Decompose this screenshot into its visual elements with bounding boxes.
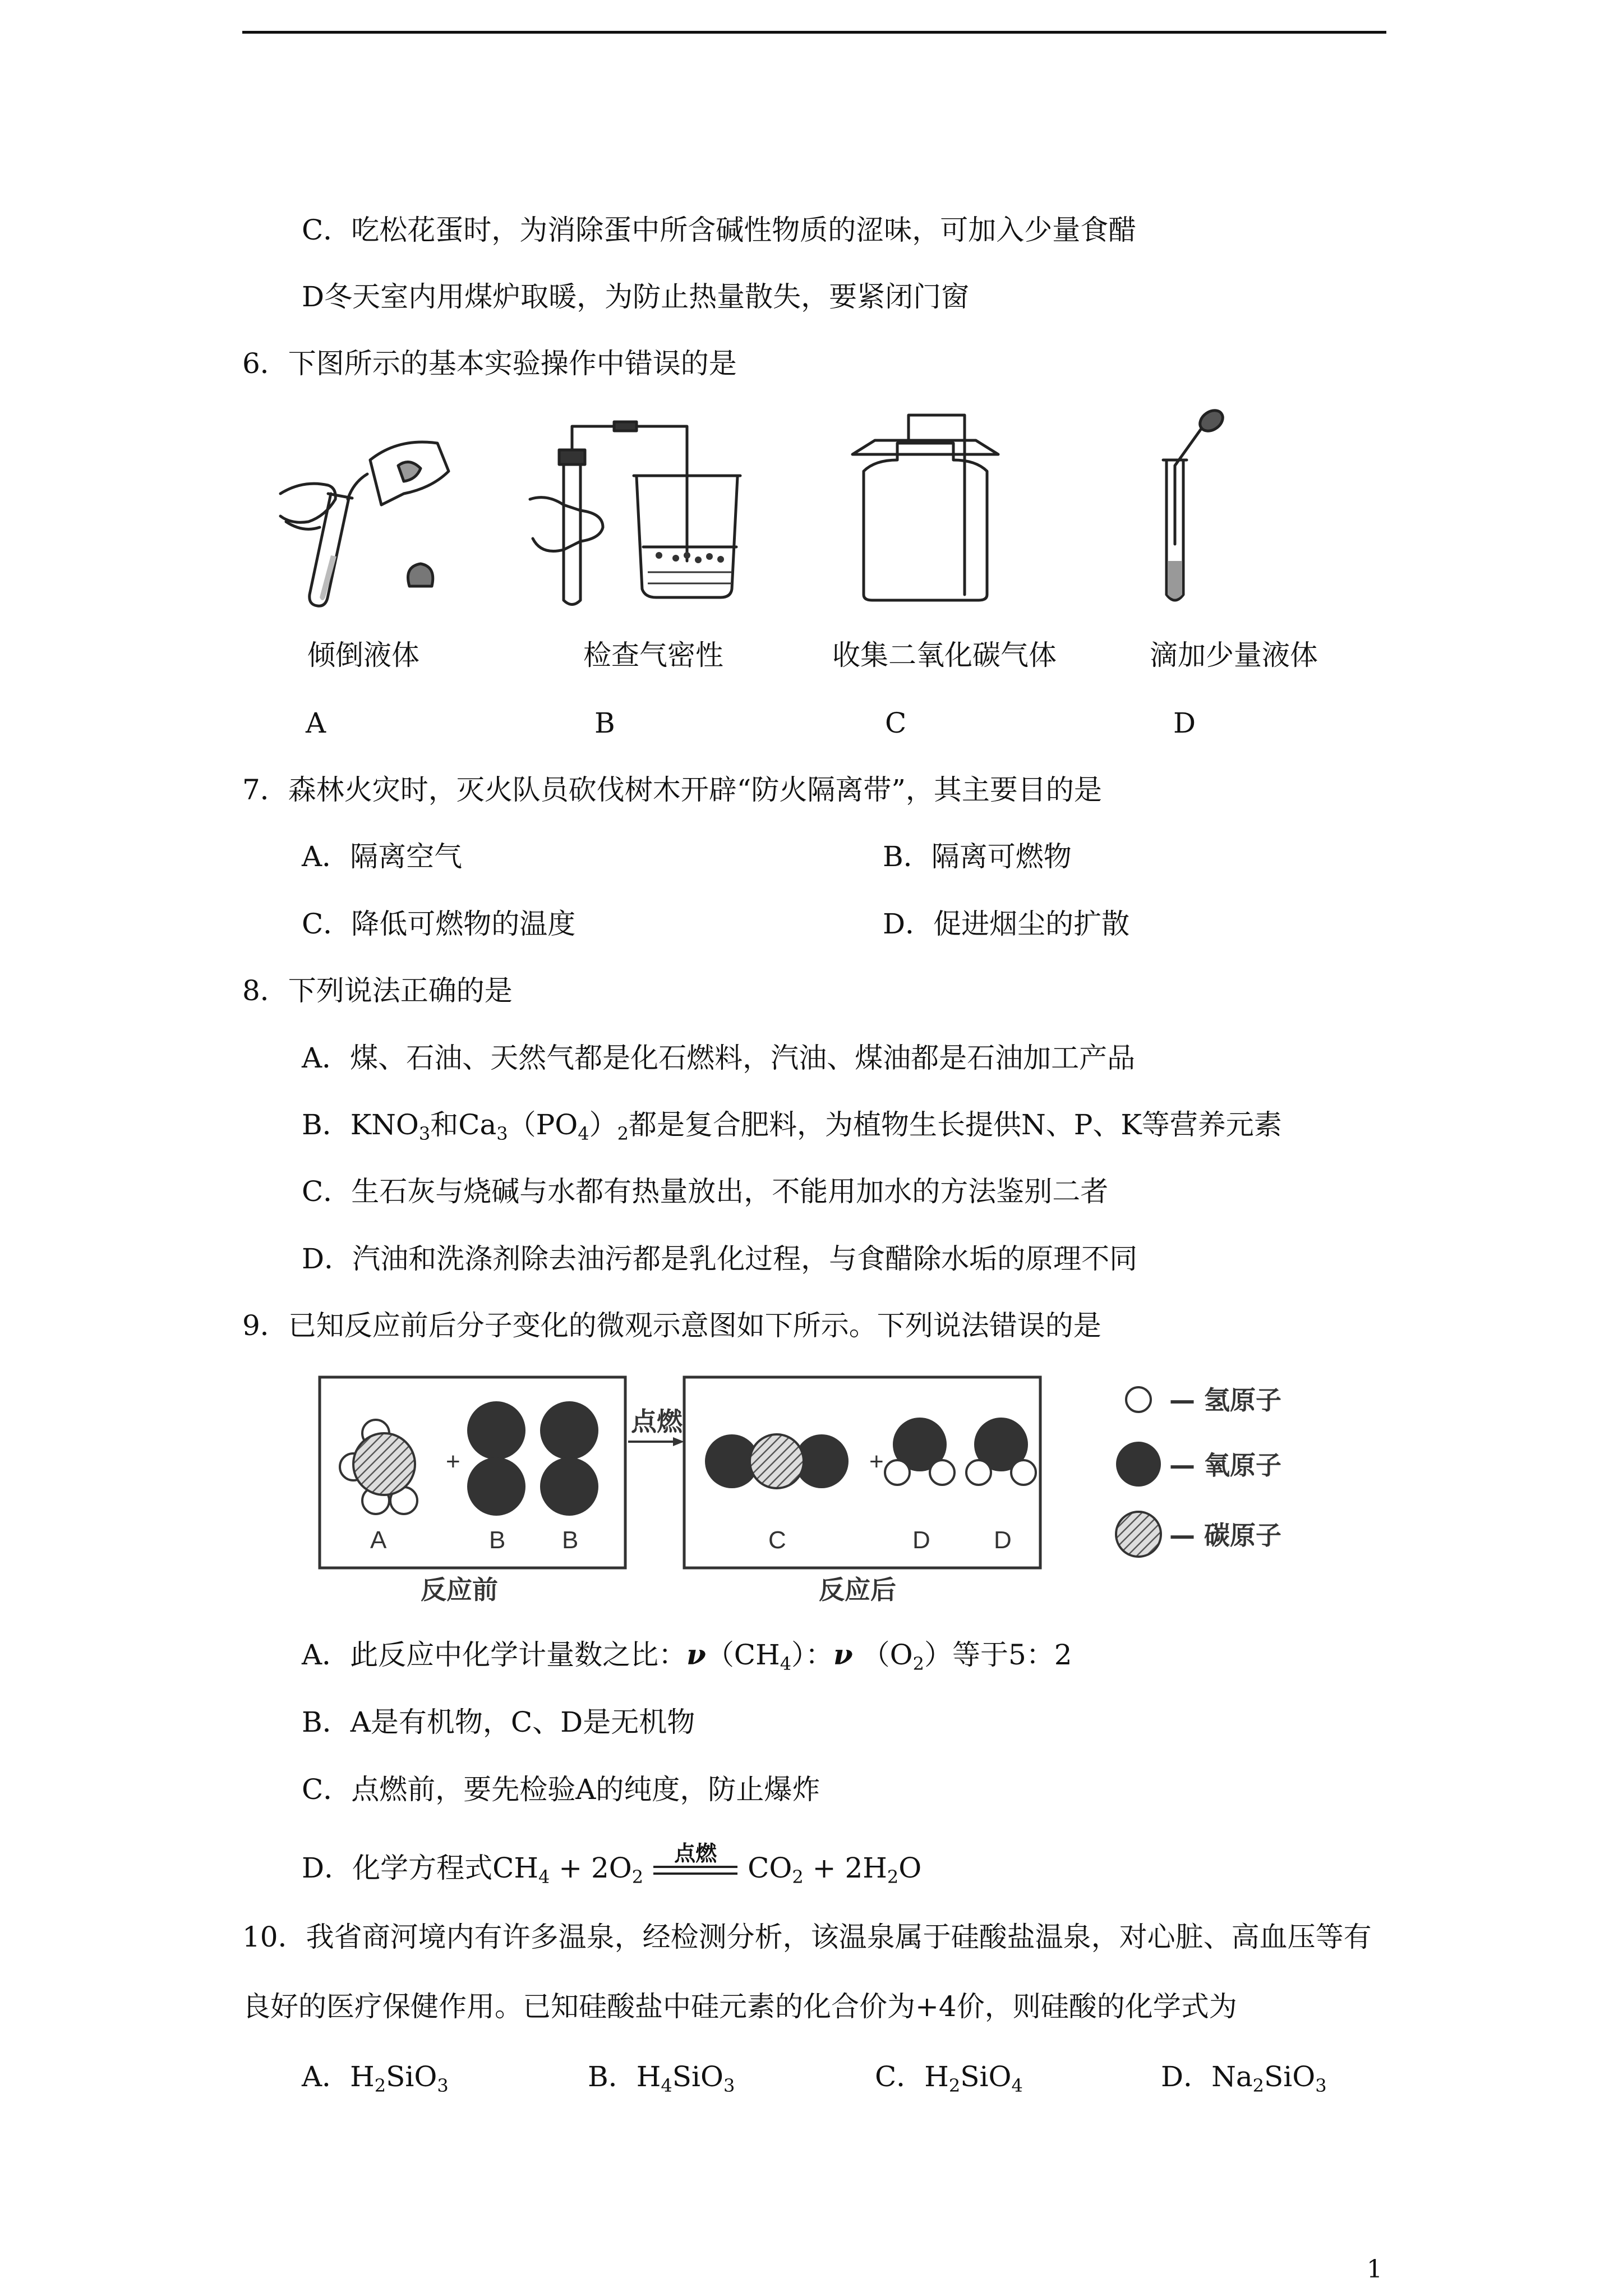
carbon-dioxide-molecule — [705, 1434, 849, 1488]
q8-option-a: A．煤、石油、天然气都是化石燃料，汽油、煤油都是石油加工产品 — [302, 1042, 1136, 1074]
dropper-figure — [1138, 404, 1239, 611]
q7-option-a: A．隔离空气 — [302, 840, 463, 873]
pouring-liquid-figure — [269, 426, 471, 611]
q6-caption-d: 滴加少量液体 — [1150, 639, 1318, 671]
reaction-condition: 点燃 — [653, 1866, 737, 1875]
methane-molecule — [340, 1420, 417, 1514]
q7-option-d: D．促进烟尘的扩散 — [883, 908, 1130, 940]
legend — [1116, 1385, 1281, 1557]
q9-option-b: B．A是有机物，C、D是无机物 — [302, 1706, 695, 1738]
q10-option-b: B．$H_4SiO_3$ — [588, 2060, 735, 2096]
co2-collection-figure — [841, 409, 1009, 611]
before-label: 反应前 — [421, 1575, 498, 1605]
header-rule — [242, 31, 1386, 34]
label-c: C — [768, 1526, 786, 1554]
q9-option-d: D．化学方程式$CH_4 + 2O_2$ 点燃 $CO_2 + 2H_2O$ — [302, 1841, 922, 1888]
legend-oxygen-marker — [1116, 1442, 1161, 1487]
page-number: 1 — [1367, 2255, 1382, 2284]
q6-letter-b: B — [594, 707, 615, 739]
after-label: 反应后 — [819, 1575, 896, 1605]
q5-option-c: C．吃松花蛋时，为消除蛋中所含碱性物质的涩味，可加入少量食醋 — [302, 214, 1137, 246]
q6-caption-a: 倾倒液体 — [307, 639, 419, 671]
q9-option-c: C．点燃前，要先检验A的纯度，防止爆炸 — [302, 1773, 820, 1806]
q5-option-d: D冬天室内用煤炉取暖，为防止热量散失，要紧闭门窗 — [302, 280, 970, 313]
q10-line1: 10．我省商河境内有许多温泉，经检测分析，该温泉属于硅酸盐温泉，对心脏、高血压等有 — [242, 1921, 1372, 1953]
label-b1: B — [489, 1526, 506, 1554]
q8-stem: 8．下列说法正确的是 — [242, 974, 513, 1007]
oxygen-molecule-2 — [540, 1401, 598, 1516]
q8-option-b: B．$KNO_3$和$Ca_3(PO_4)_2$都是复合肥料，为植物生长提供N、P、K等营养元素 — [302, 1108, 1282, 1144]
q8-option-c: C．生石灰与烧碱与水都有热量放出，不能用加水的方法鉴别二者 — [302, 1175, 1109, 1208]
label-d2: D — [994, 1526, 1012, 1554]
q6-caption-c: 收集二氧化碳气体 — [832, 639, 1057, 671]
legend-oxygen: — 氧原子 — [1169, 1450, 1282, 1480]
plus-after: + — [869, 1448, 884, 1475]
q10-line2: 良好的医疗保健作用。已知硅酸盐中硅元素的化合价为+4价，则硅酸的化学式为 — [242, 1990, 1237, 2023]
q6-caption-b: 检查气密性 — [583, 639, 723, 671]
q7-option-b: B．隔离可燃物 — [883, 840, 1072, 873]
q8-option-d: D．汽油和洗涤剂除去油污都是乳化过程，与食醋除水垢的原理不同 — [302, 1243, 1138, 1275]
q10-option-d: D．$Na_2SiO_3$ — [1161, 2060, 1327, 2096]
q7-stem: 7．森林火灾时，灭火队员砍伐树木开辟“防火隔离带”，其主要目的是 — [242, 774, 1102, 806]
label-d1: D — [912, 1526, 930, 1554]
legend-carbon: — 碳原子 — [1169, 1520, 1282, 1550]
water-molecule-1 — [885, 1418, 955, 1485]
q10-option-c: C．$H_2SiO_4$ — [875, 2060, 1023, 2096]
q6-letter-d: D — [1173, 707, 1196, 739]
q9-stem: 9．已知反应前后分子变化的微观示意图如下所示。下列说法错误的是 — [242, 1309, 1101, 1342]
gas-tightness-figure — [519, 415, 743, 611]
label-b2: B — [562, 1526, 579, 1554]
q6-letter-a: A — [306, 707, 326, 739]
arrow-condition: 点燃 — [631, 1406, 683, 1437]
legend-carbon-marker — [1116, 1512, 1161, 1557]
q6-letter-c: C — [885, 707, 907, 739]
plus-before: + — [446, 1448, 460, 1475]
q6-stem: 6．下图所示的基本实验操作中错误的是 — [242, 347, 737, 380]
water-molecule-2 — [966, 1418, 1036, 1485]
reaction-diagram — [314, 1369, 1340, 1616]
q9-option-a: A．此反应中化学计量数之比：$\nu(CH_4)$：ν $(O_2)$等于5：2 — [302, 1638, 1072, 1674]
q7-option-c: C．降低可燃物的温度 — [302, 908, 576, 940]
label-a: A — [370, 1526, 387, 1554]
oxygen-molecule-1 — [467, 1401, 525, 1516]
legend-hydrogen: — 氢原子 — [1169, 1385, 1282, 1415]
q10-option-a: A．$H_2SiO_3$ — [302, 2060, 449, 2096]
legend-hydrogen-marker — [1126, 1387, 1151, 1412]
